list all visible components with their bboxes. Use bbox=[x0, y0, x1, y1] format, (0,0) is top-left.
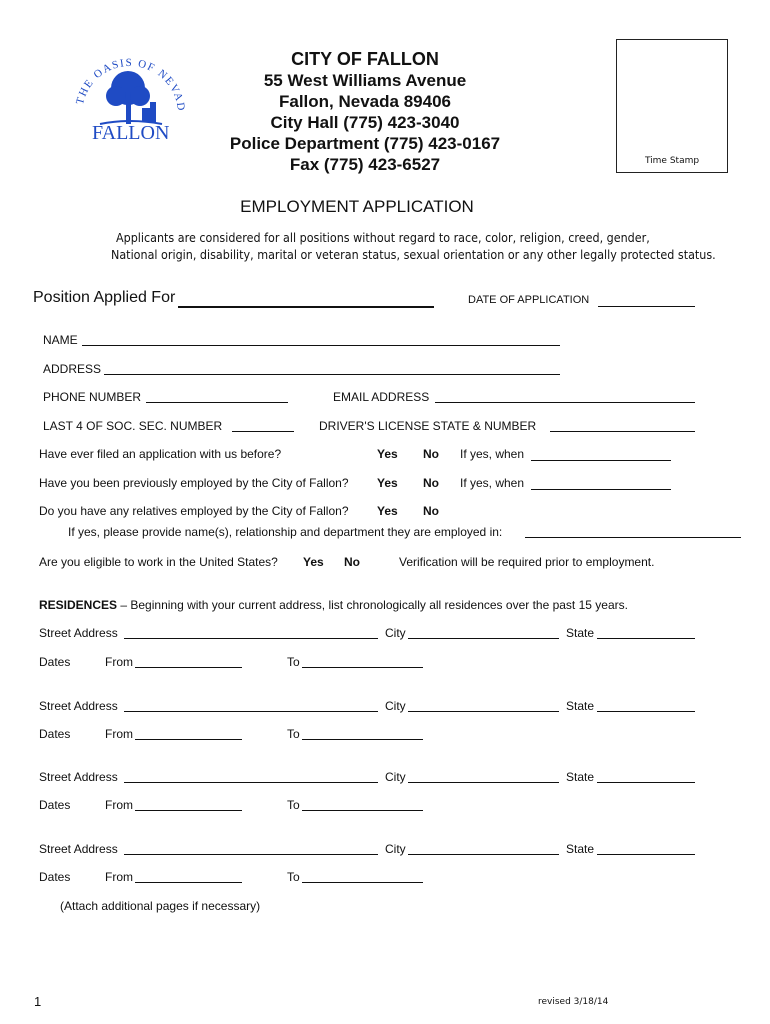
res3-street-label: Street Address bbox=[39, 770, 118, 784]
res4-street-input[interactable] bbox=[124, 854, 378, 855]
res2-city-label: City bbox=[385, 699, 406, 713]
res4-from-label: From bbox=[105, 870, 133, 884]
header-city: CITY OF FALLON bbox=[291, 49, 439, 69]
name-input[interactable] bbox=[82, 345, 560, 346]
q3-no-option[interactable]: No bbox=[423, 504, 439, 518]
question-previously-employed: Have you been previously employed by the City of Fallon? bbox=[39, 476, 349, 490]
q2-no-option[interactable]: No bbox=[423, 476, 439, 490]
q2-if-yes-when: If yes, when bbox=[460, 476, 525, 490]
verification-note: Verification will be required prior to employment. bbox=[399, 555, 655, 569]
res2-state-label: State bbox=[566, 699, 595, 713]
res3-from-label: From bbox=[105, 798, 133, 812]
res2-street-label: Street Address bbox=[39, 699, 118, 713]
header-city-state: Fallon, Nevada 89406 bbox=[279, 92, 451, 111]
res3-city-label: City bbox=[385, 770, 406, 784]
time-stamp-label: Time Stamp bbox=[644, 156, 700, 166]
q2-yes-option[interactable]: Yes bbox=[377, 476, 398, 490]
question-filed-before: Have ever filed an application with us before? bbox=[39, 447, 282, 461]
res2-from-label: From bbox=[105, 727, 133, 741]
residences-title: RESIDENCES bbox=[39, 598, 118, 612]
res2-from-input[interactable] bbox=[135, 739, 242, 740]
position-label: Position Applied For bbox=[33, 289, 176, 306]
logo-ring-text: THE OASIS OF NEVAD bbox=[74, 56, 188, 113]
res4-street-label: Street Address bbox=[39, 842, 118, 856]
notice-line-2: National origin, disability, marital or veteran status, sexual orientation or any other legally protected status. bbox=[111, 248, 716, 262]
res2-city-input[interactable] bbox=[408, 711, 559, 712]
q2-when-input[interactable] bbox=[531, 489, 671, 490]
revised-date: revised 3/18/14 bbox=[538, 997, 609, 1007]
res3-state-label: State bbox=[566, 770, 595, 784]
ssn-label: LAST 4 OF SOC. SEC. NUMBER bbox=[43, 419, 223, 433]
q1-if-yes-when: If yes, when bbox=[460, 447, 525, 461]
res2-dates-label: Dates bbox=[39, 727, 71, 741]
res2-to-label: To bbox=[287, 727, 300, 741]
city-logo bbox=[70, 44, 190, 148]
question-eligible: Are you eligible to work in the United States? bbox=[39, 555, 278, 569]
res3-dates-label: Dates bbox=[39, 798, 71, 812]
date-of-application-label: DATE OF APPLICATION bbox=[468, 294, 590, 306]
page-number: 1 bbox=[34, 994, 42, 1009]
res1-to-label: To bbox=[287, 655, 300, 669]
res2-to-input[interactable] bbox=[302, 739, 423, 740]
eligible-yes-option[interactable]: Yes bbox=[303, 555, 324, 569]
license-label: DRIVER'S LICENSE STATE & NUMBER bbox=[319, 419, 537, 433]
question-relatives-employed: Do you have any relatives employed by the City of Fallon? bbox=[39, 504, 349, 518]
res1-state-input[interactable] bbox=[597, 638, 695, 639]
res1-city-input[interactable] bbox=[408, 638, 559, 639]
res2-state-input[interactable] bbox=[597, 711, 695, 712]
residences-heading bbox=[39, 598, 628, 612]
address-label: ADDRESS bbox=[43, 362, 102, 376]
res3-street-input[interactable] bbox=[124, 782, 378, 783]
res1-street-label: Street Address bbox=[39, 626, 118, 640]
res3-state-input[interactable] bbox=[597, 782, 695, 783]
res3-city-input[interactable] bbox=[408, 782, 559, 783]
res4-to-input[interactable] bbox=[302, 882, 423, 883]
q3-yes-option[interactable]: Yes bbox=[377, 504, 398, 518]
res4-dates-label: Dates bbox=[39, 870, 71, 884]
res1-state-label: State bbox=[566, 626, 595, 640]
res1-dates-label: Dates bbox=[39, 655, 71, 669]
email-label: EMAIL ADDRESS bbox=[333, 390, 430, 404]
header-city-hall: City Hall (775) 423-3040 bbox=[270, 113, 460, 132]
position-input[interactable] bbox=[178, 306, 434, 308]
res4-state-input[interactable] bbox=[597, 854, 695, 855]
res1-from-label: From bbox=[105, 655, 133, 669]
res4-city-label: City bbox=[385, 842, 406, 856]
res4-state-label: State bbox=[566, 842, 595, 856]
res1-to-input[interactable] bbox=[302, 667, 423, 668]
form-title: EMPLOYMENT APPLICATION bbox=[240, 197, 474, 216]
res4-from-input[interactable] bbox=[135, 882, 242, 883]
header-street: 55 West Williams Avenue bbox=[263, 71, 467, 90]
time-stamp-box bbox=[616, 39, 728, 173]
residences-intro: – Beginning with your current address, list chronologically all residences over the past 15 years. bbox=[117, 598, 628, 612]
res4-to-label: To bbox=[287, 870, 300, 884]
res1-city-label: City bbox=[385, 626, 406, 640]
relatives-input[interactable] bbox=[525, 537, 741, 538]
q1-yes-option[interactable]: Yes bbox=[377, 447, 398, 461]
ssn-input[interactable] bbox=[232, 431, 294, 432]
res1-street-input[interactable] bbox=[124, 638, 378, 639]
license-input[interactable] bbox=[550, 431, 695, 432]
logo-city-word: FALLON bbox=[92, 122, 170, 144]
eligible-no-option[interactable]: No bbox=[344, 555, 360, 569]
phone-label: PHONE NUMBER bbox=[43, 390, 142, 404]
q1-when-input[interactable] bbox=[531, 460, 671, 461]
res1-from-input[interactable] bbox=[135, 667, 242, 668]
res3-to-label: To bbox=[287, 798, 300, 812]
email-input[interactable] bbox=[435, 402, 695, 403]
res3-to-input[interactable] bbox=[302, 810, 423, 811]
q1-no-option[interactable]: No bbox=[423, 447, 439, 461]
res4-city-input[interactable] bbox=[408, 854, 559, 855]
name-label: NAME bbox=[43, 333, 78, 347]
date-of-application-input[interactable] bbox=[598, 306, 695, 307]
address-input[interactable] bbox=[104, 374, 560, 375]
res2-street-input[interactable] bbox=[124, 711, 378, 712]
attach-note: (Attach additional pages if necessary) bbox=[60, 899, 261, 913]
phone-input[interactable] bbox=[146, 402, 288, 403]
header-police: Police Department (775) 423-0167 bbox=[229, 134, 501, 153]
res3-from-input[interactable] bbox=[135, 810, 242, 811]
notice-line-1: Applicants are considered for all positions without regard to race, color, religion, creed, gender, bbox=[116, 231, 650, 245]
relatives-follow-up: If yes, please provide name(s), relationship and department they are employed in: bbox=[68, 525, 503, 539]
header-fax: Fax (775) 423-6527 bbox=[289, 155, 441, 174]
